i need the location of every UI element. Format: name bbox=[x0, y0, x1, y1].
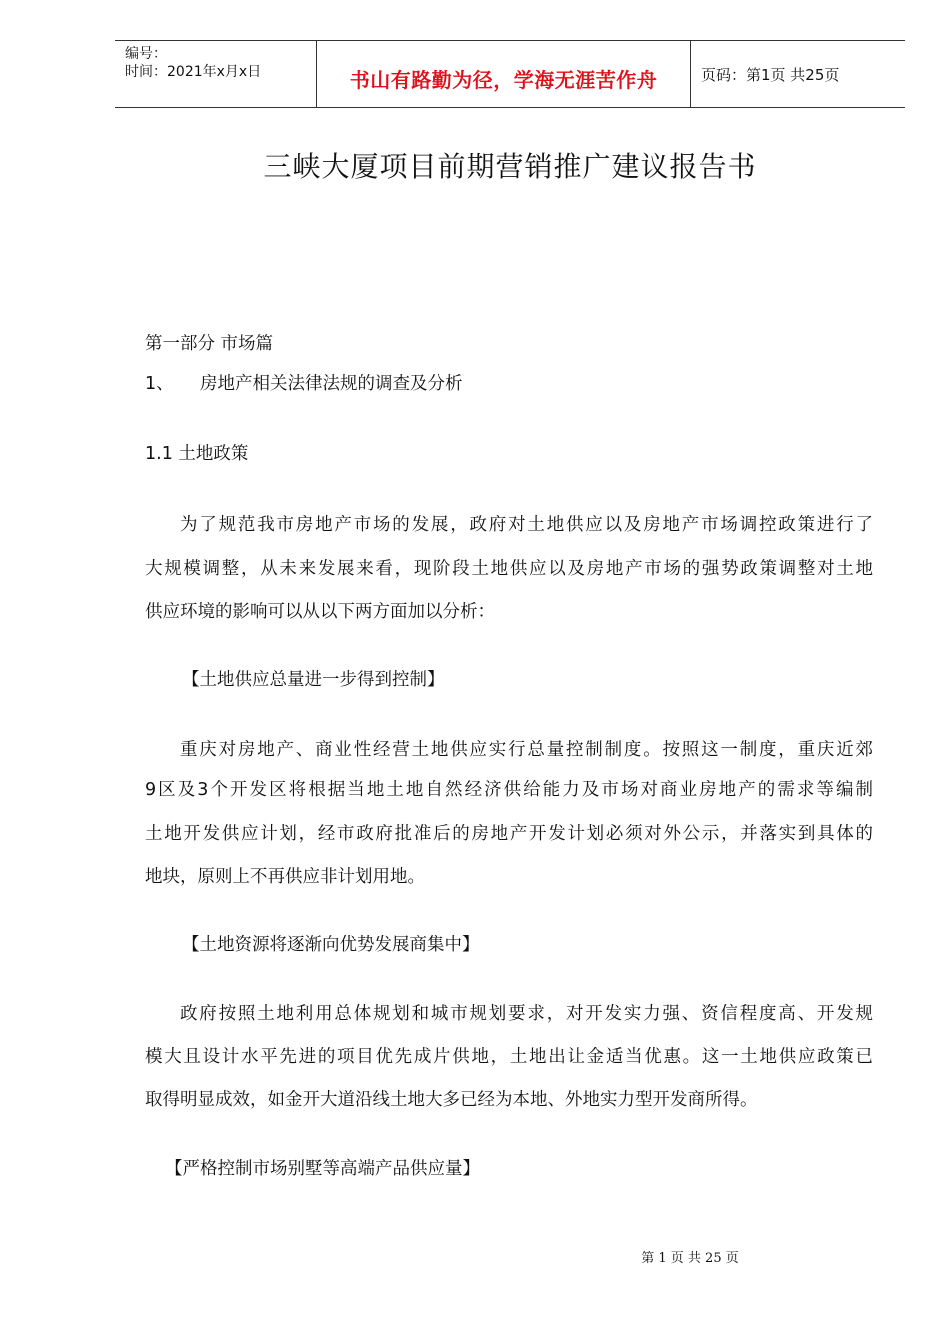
page-footer: 第 1 页 共 25 页 bbox=[641, 1251, 739, 1266]
section-heading bbox=[145, 370, 880, 395]
subsection-heading: 1.1 土地政策 bbox=[145, 444, 249, 464]
para2-line1: 重庆对房地产、商业性经营土地供应实行总量控制制度。按照这一制度，重庆近郊 bbox=[180, 740, 873, 760]
para3-line3: 取得明显成效，如金开大道沿线土地大多已经为本地、外地实力型开发商所得。 bbox=[145, 1090, 758, 1110]
header-motto-cell bbox=[316, 41, 691, 107]
section-text: 房地产相关法律法规的调查及分析 bbox=[200, 374, 463, 394]
document-title: 三峡大厦项目前期营销推广建议报告书 bbox=[263, 150, 757, 183]
header-page-cell bbox=[691, 41, 905, 107]
header-meta-cell bbox=[115, 41, 316, 107]
para1-line1: 为了规范我市房地产市场的发展，政府对土地供应以及房地产市场调控政策进行了 bbox=[180, 515, 873, 535]
heading-land-supply-control: 【土地供应总量进一步得到控制】 bbox=[182, 670, 445, 690]
para3-line1: 政府按照土地利用总体规划和城市规划要求，对开发实力强、资信程度高、开发规 bbox=[180, 1004, 873, 1024]
time-label: 时间：2021年x月x日 bbox=[125, 64, 262, 80]
page-info: 页码：第1页 共25页 bbox=[701, 66, 840, 84]
para2-line3: 土地开发供应计划，经市政府批准后的房地产开发计划必须对外公示，并落实到具体的 bbox=[145, 824, 873, 844]
para3-line2: 模大且设计水平先进的项目优先成片供地，土地出让金适当优惠。这一土地供应政策已 bbox=[145, 1047, 873, 1067]
section-number: 1、 bbox=[145, 374, 174, 394]
motto: 书山有路勤为径，学海无涯苦作舟 bbox=[349, 68, 658, 92]
para1-line2: 大规模调整，从未来发展来看，现阶段土地供应以及房地产市场的强势政策调整对土地 bbox=[145, 559, 873, 579]
para2-line4: 地块，原则上不再供应非计划用地。 bbox=[145, 867, 425, 887]
heading-villa-control: 【严格控制市场别墅等高端产品供应量】 bbox=[165, 1159, 480, 1179]
header-table bbox=[115, 40, 905, 108]
number-label: 编号： bbox=[125, 46, 167, 62]
para1-line3: 供应环境的影响可以从以下两方面加以分析： bbox=[145, 602, 495, 622]
heading-land-concentration: 【土地资源将逐渐向优势发展商集中】 bbox=[182, 935, 480, 955]
para2-line2: 9区及3个开发区将根据当地土地自然经济供给能力及市场对商业房地产的需求等编制 bbox=[145, 780, 873, 800]
part-heading: 第一部分 市场篇 bbox=[145, 334, 274, 354]
